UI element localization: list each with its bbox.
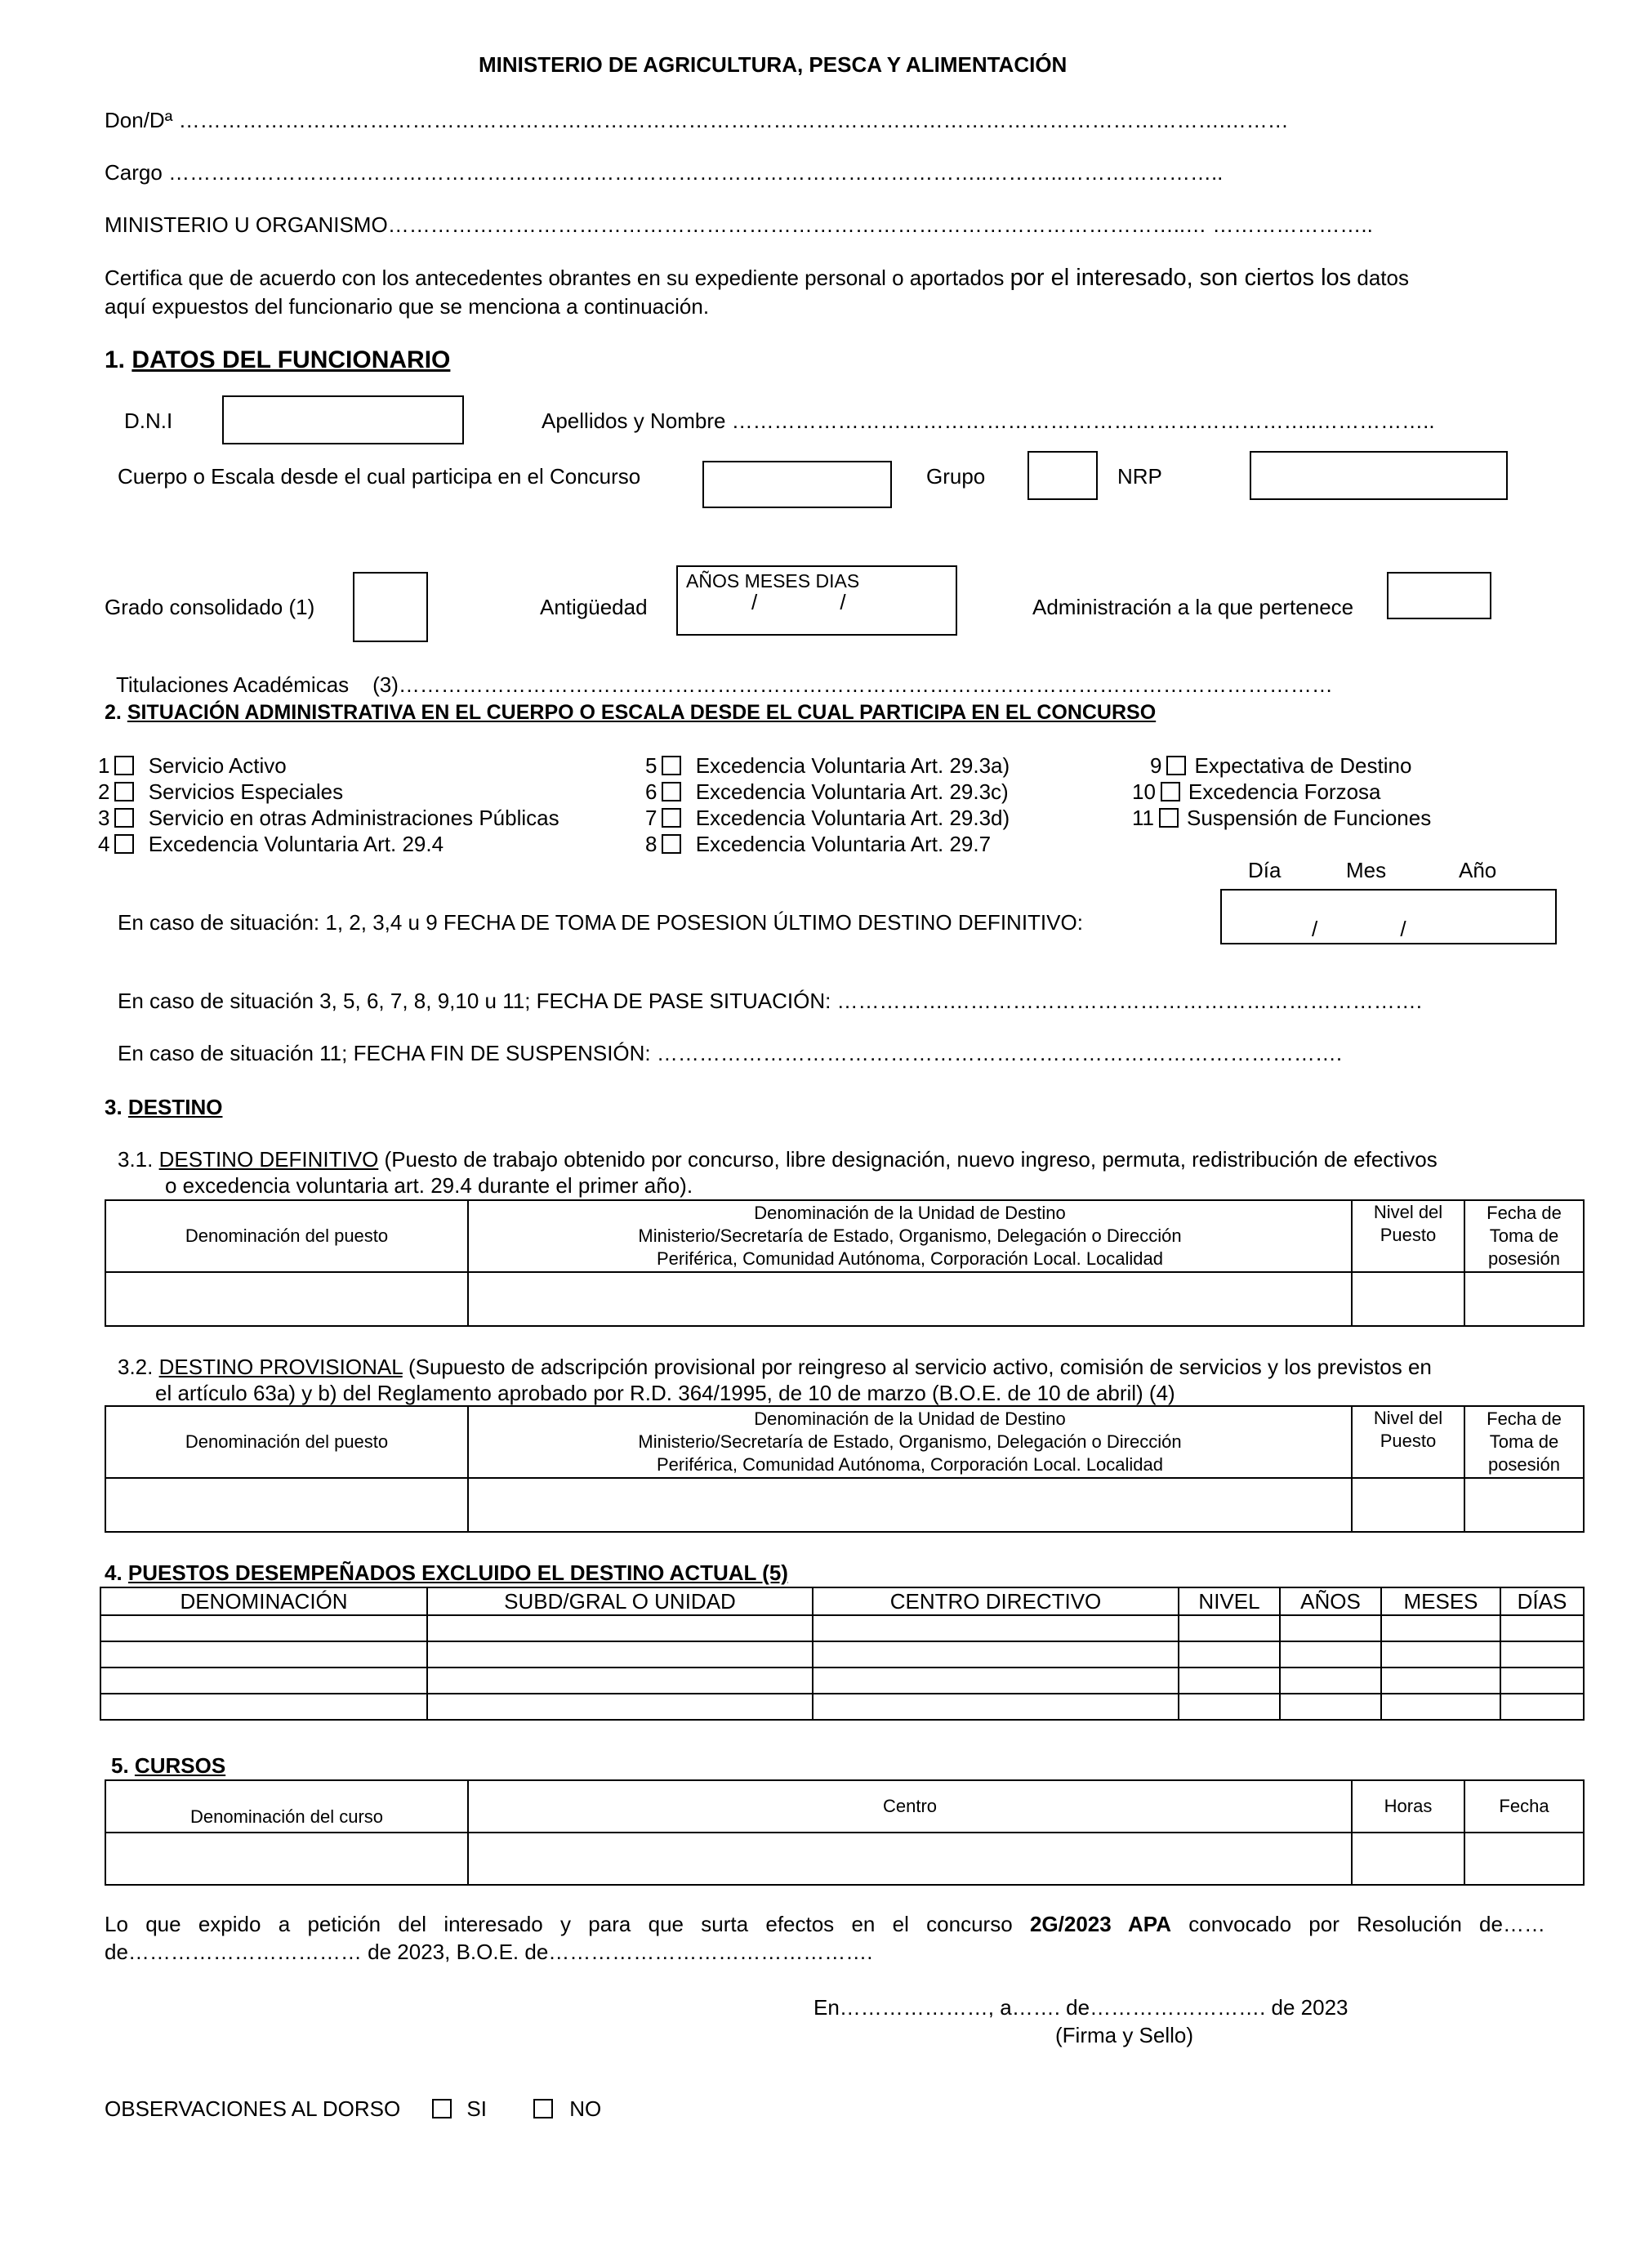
closing-paragraph xyxy=(105,1910,1545,1966)
antiguedad-box[interactable] xyxy=(676,565,957,636)
col-anos: AÑOS xyxy=(1280,1587,1381,1615)
closing-text-b: convocado por Resolución de…… xyxy=(1188,1912,1545,1936)
option-number: 10 xyxy=(1132,779,1156,804)
situacion-option-9[interactable] xyxy=(1150,753,1411,779)
antiguedad-slashes: / / xyxy=(751,590,846,614)
col-dias: DÍAS xyxy=(1500,1587,1584,1615)
option-number: 3 xyxy=(98,806,110,830)
col-centro-directivo: CENTRO DIRECTIVO xyxy=(813,1587,1179,1615)
option-label: Excedencia Voluntaria Art. 29.7 xyxy=(695,832,992,856)
option-number: 7 xyxy=(645,806,657,830)
table-row xyxy=(100,1641,1584,1668)
cargo-label: Cargo xyxy=(105,160,163,185)
option-label: Suspensión de Funciones xyxy=(1187,806,1432,830)
titulaciones-label: Titulaciones Académicas xyxy=(115,672,350,697)
cell[interactable] xyxy=(1179,1641,1280,1668)
date-dia-label: Día xyxy=(1248,858,1282,882)
col-fecha-line3: posesión xyxy=(1487,1454,1561,1475)
don-dots[interactable]: ………………………………………………………………………………………………………………………………….……… xyxy=(178,108,1289,132)
option-label: Excedencia Voluntaria Art. 29.3d) xyxy=(695,806,1010,830)
titulaciones-line xyxy=(105,647,1333,698)
no-label: NO xyxy=(569,2096,602,2121)
closing-line2[interactable]: de…………………………… de 2023, B.O.E. de………………………………………. xyxy=(105,1940,873,1964)
col-nivel-line1: Nivel del xyxy=(1373,1202,1443,1222)
col-fecha-line1: Fecha de xyxy=(1487,1409,1562,1429)
cell[interactable] xyxy=(100,1615,427,1641)
cell-nivel[interactable] xyxy=(1352,1478,1464,1532)
pase-situacion-line[interactable]: En caso de situación 3, 5, 6, 7, 8, 9,10 u 11; FECHA DE PASE SITUACIÓN: …………….…………………………………………………………. xyxy=(118,989,1423,1013)
col-denominacion-curso: Denominación del curso xyxy=(105,1780,468,1833)
option-label: Servicio Activo xyxy=(148,753,287,778)
closing-concurso: 2G/2023 APA xyxy=(1029,1912,1171,1936)
cell-puesto[interactable] xyxy=(105,1478,468,1532)
col-fecha xyxy=(1464,1200,1584,1272)
cell[interactable] xyxy=(1179,1668,1280,1694)
destino-definitivo-number: 3.1. xyxy=(118,1147,154,1172)
col-subd-gral: SUBD/GRAL O UNIDAD xyxy=(427,1587,813,1615)
cell-horas[interactable] xyxy=(1352,1833,1464,1885)
closing-text-a: Lo que expido a petición del interesado y para que surta efectos en el concurso xyxy=(105,1912,1013,1936)
observaciones-label: OBSERVACIONES AL DORSO xyxy=(105,2096,401,2121)
certifica-text-line2: aquí expuestos del funcionario que se menciona a continuación. xyxy=(105,294,710,319)
toma-posesion-date-box[interactable] xyxy=(1220,889,1557,944)
option-number: 5 xyxy=(645,753,657,778)
cell[interactable] xyxy=(813,1694,1179,1720)
col-nivel: NIVEL xyxy=(1179,1587,1280,1615)
cell[interactable] xyxy=(1280,1615,1381,1641)
col-nivel xyxy=(1352,1406,1464,1478)
certifica-text-c: datos xyxy=(1357,266,1409,290)
section5-heading xyxy=(111,1753,225,1779)
cuerpo-label: Cuerpo o Escala desde el cual participa en el Concurso xyxy=(118,464,641,489)
nrp-box[interactable] xyxy=(1250,451,1508,500)
option-label: Excedencia Voluntaria Art. 29.4 xyxy=(148,832,444,856)
cell[interactable] xyxy=(100,1694,427,1720)
col-unidad-line1: Denominación de la Unidad de Destino xyxy=(754,1203,1066,1223)
col-fecha-line2: Toma de xyxy=(1489,1431,1559,1452)
certifica-text-a: Certifica que de acuerdo con los antecedentes obrantes en su expediente personal o aportados xyxy=(105,266,1005,290)
cell[interactable] xyxy=(100,1641,427,1668)
section1-title: DATOS DEL FUNCIONARIO xyxy=(131,346,451,373)
cell[interactable] xyxy=(1179,1694,1280,1720)
apellidos-dots[interactable]: ………………………………………………………………………..…………….. xyxy=(731,409,1435,433)
checkbox[interactable] xyxy=(1159,808,1179,828)
section3-title: DESTINO xyxy=(127,1095,223,1119)
section5-number: 5 xyxy=(111,1753,123,1778)
ministerio-dots[interactable]: …………………………………………………………………………………………………..… ………………….. xyxy=(387,212,1373,237)
cell[interactable] xyxy=(1280,1694,1381,1720)
cargo-dots[interactable]: ……………………………………………………………………………………………………..………..………………….. xyxy=(168,160,1224,185)
situacion-option-7[interactable] xyxy=(645,806,1010,831)
cell[interactable] xyxy=(1381,1641,1500,1668)
col-nivel xyxy=(1352,1200,1464,1272)
observaciones-line xyxy=(105,2096,601,2122)
grado-label: Grado consolidado (1) xyxy=(105,595,315,619)
situacion-option-1[interactable] xyxy=(98,753,287,779)
situacion-option-4[interactable] xyxy=(98,832,444,857)
section2-heading xyxy=(105,701,1156,725)
option-label: Excedencia Voluntaria Art. 29.3a) xyxy=(695,753,1010,778)
situacion-option-8[interactable] xyxy=(645,832,991,857)
cell-nivel[interactable] xyxy=(1352,1272,1464,1326)
toma-posesion-text: En caso de situación: 1, 2, 3,4 u 9 FECHA DE TOMA DE POSESION ÚLTIMO DESTINO DEFINITIVO: xyxy=(118,910,1083,935)
col-denominacion: DENOMINACIÓN xyxy=(100,1587,427,1615)
section1-number: 1. xyxy=(105,346,126,373)
section4-number: 4. xyxy=(105,1560,123,1585)
table-row xyxy=(100,1668,1584,1694)
apellidos-label: Apellidos y Nombre xyxy=(542,409,726,433)
checkbox[interactable] xyxy=(1166,756,1186,775)
col-puesto: Denominación del puesto xyxy=(105,1200,468,1272)
cell[interactable] xyxy=(427,1694,813,1720)
col-nivel-line2: Puesto xyxy=(1380,1225,1437,1245)
section3-number: 3. xyxy=(105,1095,123,1119)
col-fecha: Fecha xyxy=(1464,1780,1584,1833)
option-label: Expectativa de Destino xyxy=(1194,753,1412,778)
si-label: SI xyxy=(466,2096,487,2121)
col-horas: Horas xyxy=(1352,1780,1464,1833)
page-title: MINISTERIO DE AGRICULTURA, PESCA Y ALIMENTACIÓN xyxy=(479,52,1068,77)
apellidos-line xyxy=(542,409,1435,434)
section5-dot: . xyxy=(123,1753,135,1778)
col-fecha-line2: Toma de xyxy=(1489,1226,1559,1246)
col-fecha-line1: Fecha de xyxy=(1487,1203,1562,1223)
cell-unidad[interactable] xyxy=(468,1478,1352,1532)
cell[interactable] xyxy=(1280,1641,1381,1668)
section1-heading xyxy=(105,346,450,374)
col-unidad-line1: Denominación de la Unidad de Destino xyxy=(754,1409,1066,1429)
cell-fecha[interactable] xyxy=(1464,1478,1584,1532)
col-puesto: Denominación del puesto xyxy=(105,1406,468,1478)
grado-box[interactable] xyxy=(353,572,428,642)
destino-definitivo-desc: (Puesto de trabajo obtenido por concurso, libre designación, nuevo ingreso, permuta, redistribución de efectivos xyxy=(384,1147,1438,1172)
destino-provisional-desc: (Supuesto de adscripción provisional por reingreso al servicio activo, comisión de servicios y los previstos en xyxy=(408,1355,1432,1379)
col-nivel-line1: Nivel del xyxy=(1373,1408,1443,1428)
col-unidad-line3: Periférica, Comunidad Autónoma, Corporación Local. Localidad xyxy=(656,1248,1164,1269)
col-fecha xyxy=(1464,1406,1584,1478)
antiguedad-header: AÑOS MESES DIAS xyxy=(686,570,860,592)
don-label: Don/Dª xyxy=(105,108,173,132)
option-number: 8 xyxy=(645,832,657,856)
titulaciones-dots[interactable]: …………………………………………………………………………………………………………………… xyxy=(398,672,1333,697)
checkbox[interactable] xyxy=(114,808,134,828)
section4-heading xyxy=(105,1560,788,1586)
destino-provisional-number: 3.2. xyxy=(118,1355,154,1379)
antiguedad-label: Antigüedad xyxy=(540,595,648,619)
option-label: Servicios Especiales xyxy=(148,779,344,804)
table-row xyxy=(100,1694,1584,1720)
cell[interactable] xyxy=(1500,1668,1584,1694)
ministerio-line xyxy=(105,212,1373,238)
table-row xyxy=(100,1615,1584,1641)
situacion-option-3[interactable] xyxy=(98,806,559,831)
col-fecha-line3: posesión xyxy=(1487,1248,1561,1269)
place-date-line[interactable]: En…………………, a……. de……………………. de 2023 xyxy=(814,1995,1348,2020)
dni-label: D.N.I xyxy=(124,409,173,433)
col-unidad-line2: Ministerio/Secretaría de Estado, Organismo, Delegación o Dirección xyxy=(638,1226,1182,1246)
administracion-box[interactable] xyxy=(1387,572,1491,619)
cell[interactable] xyxy=(1381,1694,1500,1720)
cell[interactable] xyxy=(1381,1615,1500,1641)
col-centro: Centro xyxy=(468,1780,1352,1833)
destino-definitivo-desc-2: o excedencia voluntaria art. 29.4 durante el primer año). xyxy=(165,1173,693,1198)
option-number: 11 xyxy=(1132,806,1154,830)
cell-curso[interactable] xyxy=(105,1833,468,1885)
cell[interactable] xyxy=(1500,1641,1584,1668)
checkbox-no[interactable] xyxy=(533,2099,553,2118)
cell-puesto[interactable] xyxy=(105,1272,468,1326)
checkbox[interactable] xyxy=(662,782,681,801)
cell-fecha[interactable] xyxy=(1464,1833,1584,1885)
option-label: Servicio en otras Administraciones Públicas xyxy=(148,806,559,830)
destino-provisional-heading xyxy=(118,1355,1432,1380)
cuerpo-box[interactable] xyxy=(702,461,892,508)
cell[interactable] xyxy=(1381,1668,1500,1694)
option-label: Excedencia Forzosa xyxy=(1188,779,1381,804)
destino-definitivo-table xyxy=(105,1199,1585,1327)
option-number: 9 xyxy=(1150,753,1162,778)
section5-title: CURSOS xyxy=(134,1753,226,1778)
checkbox[interactable] xyxy=(662,756,681,775)
checkbox-si[interactable] xyxy=(432,2099,452,2118)
closing-line1 xyxy=(105,1910,1545,1938)
dni-box[interactable] xyxy=(222,395,464,444)
col-meses: MESES xyxy=(1381,1587,1500,1615)
option-label: Excedencia Voluntaria Art. 29.3c) xyxy=(695,779,1009,804)
situacion-option-2[interactable] xyxy=(98,779,343,805)
puestos-table xyxy=(100,1587,1585,1721)
situacion-option-5[interactable] xyxy=(645,753,1010,779)
certifica-text xyxy=(105,265,1409,292)
cell-unidad[interactable] xyxy=(468,1272,1352,1326)
table-row xyxy=(105,1478,1584,1532)
grupo-box[interactable] xyxy=(1027,451,1098,500)
ministerio-label: MINISTERIO U ORGANISMO xyxy=(105,212,388,237)
destino-provisional-table xyxy=(105,1405,1585,1533)
certifica-text-b: por el interesado, son ciertos los xyxy=(1010,265,1352,291)
col-unidad-line3: Periférica, Comunidad Autónoma, Corporación Local. Localidad xyxy=(656,1454,1164,1475)
cell[interactable] xyxy=(1500,1694,1584,1720)
option-number: 4 xyxy=(98,832,110,856)
cell[interactable] xyxy=(1179,1615,1280,1641)
checkbox[interactable] xyxy=(114,834,134,854)
situacion-option-11[interactable] xyxy=(1132,806,1431,831)
cell[interactable] xyxy=(427,1641,813,1668)
destino-provisional-title: DESTINO PROVISIONAL xyxy=(158,1355,403,1379)
option-number: 6 xyxy=(645,779,657,804)
date-mes-label: Mes xyxy=(1346,858,1387,882)
checkbox[interactable] xyxy=(1161,782,1180,801)
destino-definitivo-title: DESTINO DEFINITIVO xyxy=(158,1147,379,1172)
checkbox[interactable] xyxy=(662,808,681,828)
checkbox[interactable] xyxy=(114,756,134,775)
situacion-option-10[interactable] xyxy=(1132,779,1380,805)
grupo-label: Grupo xyxy=(926,464,986,489)
administracion-label: Administración a la que pertenece xyxy=(1032,595,1354,619)
cell-centro[interactable] xyxy=(468,1833,1352,1885)
cell[interactable] xyxy=(813,1615,1179,1641)
titulaciones-ref: (3) xyxy=(372,672,399,697)
cell[interactable] xyxy=(1500,1615,1584,1641)
cell[interactable] xyxy=(1280,1668,1381,1694)
col-unidad xyxy=(468,1200,1352,1272)
cell-fecha[interactable] xyxy=(1464,1272,1584,1326)
date-ano-label: Año xyxy=(1459,858,1497,882)
option-number: 2 xyxy=(98,779,110,804)
cursos-table xyxy=(105,1779,1585,1886)
table-row xyxy=(105,1833,1584,1885)
toma-posesion-slashes: / / xyxy=(1312,917,1406,941)
cargo-line xyxy=(105,160,1223,185)
destino-provisional-desc-2: el artículo 63a) y b) del Reglamento aprobado por R.D. 364/1995, de 10 de marzo (B.O.E. de 10 de abril) (4) xyxy=(155,1381,1175,1405)
cell[interactable] xyxy=(813,1668,1179,1694)
checkbox[interactable] xyxy=(662,834,681,854)
section3-heading xyxy=(105,1095,223,1120)
cell[interactable] xyxy=(427,1615,813,1641)
destino-definitivo-heading xyxy=(118,1147,1438,1172)
section2-number: 2. xyxy=(105,701,122,724)
checkbox[interactable] xyxy=(114,782,134,801)
col-unidad-line2: Ministerio/Secretaría de Estado, Organismo, Delegación o Dirección xyxy=(638,1431,1182,1452)
situacion-option-6[interactable] xyxy=(645,779,1009,805)
nrp-label: NRP xyxy=(1117,464,1162,489)
cell[interactable] xyxy=(427,1668,813,1694)
don-line xyxy=(105,108,1289,133)
section2-title: SITUACIÓN ADMINISTRATIVA EN EL CUERPO O ESCALA DESDE EL CUAL PARTICIPA EN EL CONCURSO xyxy=(127,701,1157,724)
cell[interactable] xyxy=(100,1668,427,1694)
cell[interactable] xyxy=(813,1641,1179,1668)
table-row xyxy=(105,1272,1584,1326)
fin-suspension-line[interactable]: En caso de situación 11; FECHA FIN DE SUSPENSIÓN: ……………………………………………………………………………………. xyxy=(118,1041,1343,1065)
section4-title: PUESTOS DESEMPEÑADOS EXCLUIDO EL DESTINO ACTUAL (5) xyxy=(127,1560,788,1585)
col-unidad xyxy=(468,1406,1352,1478)
option-number: 1 xyxy=(98,753,110,778)
col-nivel-line2: Puesto xyxy=(1380,1431,1437,1451)
firma-sello: (Firma y Sello) xyxy=(1055,2023,1194,2047)
